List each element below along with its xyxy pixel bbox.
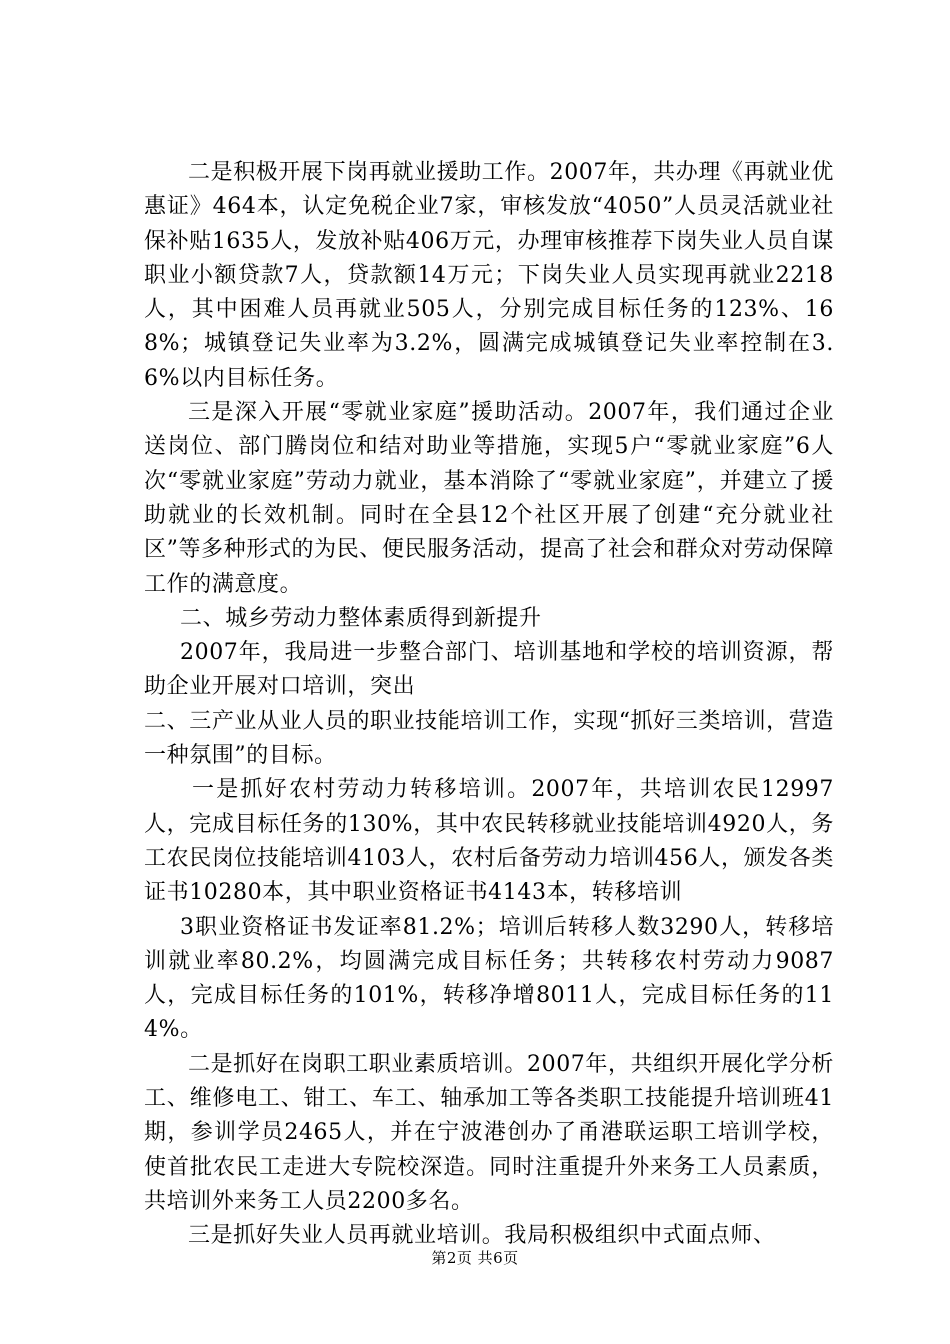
paragraph-unemployed-training: 三是抓好失业人员再就业培训。我局积极组织中式面点师、 bbox=[188, 1223, 776, 1249]
document-body bbox=[144, 156, 834, 1254]
paragraph-zero-employment-families: 三是深入开展“零就业家庭”援助活动。2007年，我们通过企业送岗位、部门腾岗位和结对助业等措施，实现5户“零就业家庭”6人次“零就业家庭”劳动力就业，基本消除了“零就业家庭”，并建立了援助就业的长效机制。同时在全县12个社区开展了创建“充分就业社区”等多种形式的为民、便民服务活动，提高了社会和群众对劳动保障工作的满意度。 bbox=[144, 400, 834, 597]
paragraph-certificate-rate: 3职业资格证书发证率81.2%；培训后转移人数3290人，转移培训就业率80.2%，均圆满完成目标任务；共转移农村劳动力9087人，完成目标任务的101%，转移净增8011人，完成目标任务的114%。 bbox=[144, 914, 834, 1043]
page-number-footer: 第2页 共6页 bbox=[431, 1249, 519, 1267]
paragraph-rural-transfer-training: 一是抓好农村劳动力转移培训。2007年，共培训农民12997人，完成目标任务的130%，其中农民转移就业技能培训4920人，务工农民岗位技能培训4103人，农村后备劳动力培训456人，颁发各类证书10280本，其中职业资格证书4143本，转移培训 bbox=[144, 777, 834, 906]
paragraph-training-resources: 2007年，我局进一步整合部门、培训基地和学校的培训资源，帮助企业开展对口培训，突出 bbox=[144, 640, 834, 700]
paragraph-reemployment-aid: 二是积极开展下岗再就业援助工作。2007年，共办理《再就业优惠证》464本，认定免税企业7家，审核发放“4050”人员灵活就业社保补贴1635人，发放补贴406万元，办理审核推荐下岗失业人员自谋职业小额贷款7人，贷款额14万元；下岗失业人员实现再就业2218人，其中困难人员再就业505人，分别完成目标任务的123%、168%；城镇登记失业率为3.2%，圆满完成城镇登记失业率控制在3.6%以内目标任务。 bbox=[144, 160, 834, 391]
paragraph-vocational-training: 二、三产业从业人员的职业技能培训工作，实现“抓好三类培训，营造一种氛围”的目标。 bbox=[144, 708, 834, 769]
section-heading-labor-quality: 二、城乡劳动力整体素质得到新提升 bbox=[180, 605, 542, 631]
paragraph-onjob-training: 二是抓好在岗职工职业素质培训。2007年，共组织开展化学分析工、维修电工、钳工、车工、轴承加工等各类职工技能提升培训班41期，参训学员2465人，并在宁波港创办了甬港联运职工培训学校，使首批农民工走进大专院校深造。同时注重提升外来务工人员素质，共培训外来务工人员2200多名。 bbox=[144, 1051, 834, 1214]
